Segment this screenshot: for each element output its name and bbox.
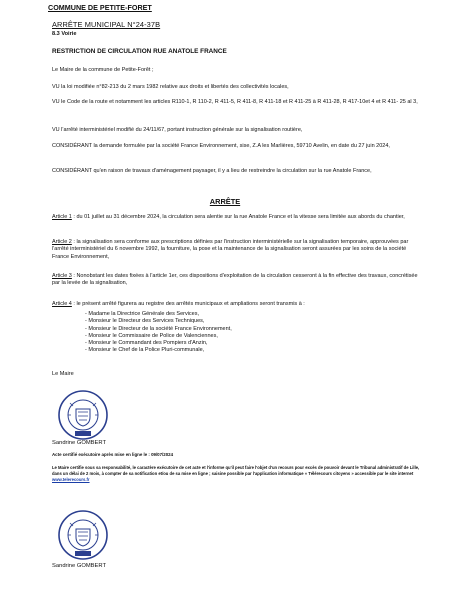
town-seal-stamp bbox=[57, 389, 109, 441]
recipient-list bbox=[85, 311, 232, 355]
list-item: - Monsieur le Directeur de la société France Environnement, bbox=[85, 325, 232, 332]
list-item: - Monsieur le Commissaire de Police de Valenciennes, bbox=[85, 332, 218, 339]
preamble-considerant-1: CONSIDÉRANT la demande formulée par la société France Environnement, sise, Z.A les Marlières, 59710 Avelin, en date du 27 juin 2024, bbox=[52, 143, 390, 149]
article-2-text: : la signalisation sera conforme aux prescriptions définies par l'instruction interministérielle sur la signalisation temporaire, approuvées par l'arrêté interministériel du 6 novembre 1992, la fourniture, la pose et la maintenance de la signalisation seront assurées par les soins de la société France Environnement, bbox=[52, 239, 409, 260]
article-4-label: Article 4 bbox=[52, 301, 72, 307]
preamble-vu-3: VU l'arrêté interministériel modifié du 24/11/67, portant instruction générale sur la signalisation routière, bbox=[52, 127, 303, 133]
town-seal-stamp bbox=[57, 509, 109, 561]
article-3 bbox=[52, 273, 422, 288]
article-4 bbox=[52, 301, 422, 308]
service-label: 8.3 Voirie bbox=[52, 31, 77, 37]
preamble-maire: Le Maire de la commune de Petite-Forêt ; bbox=[52, 67, 154, 73]
preamble-vu-2: VU le Code de la route et notamment les articles R110-1, R 110-2, R 411-5, R 411-8, R 411-18 et R 411-25 à R 411-28, R 417-10et 4 et R 411- 25 al 3, bbox=[52, 99, 418, 105]
preamble-vu-1: VU la loi modifiée n°82-213 du 2 mars 1982 relative aux droits et libertés des collectivités locales, bbox=[52, 84, 289, 90]
list-item: - Monsieur le Commandant des Pompiers d'Anzin, bbox=[85, 340, 208, 347]
preamble-considerant-2: CONSIDÉRANT qu'en raison de travaux d'aménagement paysager, il y a lieu de restreindre la circulation sur la rue Anatole France, bbox=[52, 168, 372, 174]
arrete-number: ARRÊTE MUNICIPAL N°24-37B bbox=[52, 20, 161, 29]
telerecours-link[interactable]: www.telerecours.fr bbox=[52, 477, 90, 482]
signature-role: Le Maire bbox=[52, 371, 74, 377]
article-1-text: : du 01 juillet au 31 décembre 2024, la circulation sera alentie sur la rue Anatole France et la vitesse sera limitée aux abords du chantier, bbox=[71, 214, 405, 220]
commune-header: COMMUNE DE PETITE-FORET bbox=[48, 3, 152, 12]
article-3-label: Article 3 bbox=[52, 273, 72, 279]
legal-mention bbox=[52, 465, 422, 483]
document-title: RESTRICTION DE CIRCULATION RUE ANATOLE FRANCE bbox=[52, 48, 227, 55]
signature-name-1: Sandrine GOMBERT bbox=[52, 440, 107, 446]
article-4-text: : le présent arrêté figurera au registre des arrêtés municipaux et ampliations seront transmis à : bbox=[71, 301, 305, 307]
article-2-label: Article 2 bbox=[52, 239, 72, 245]
arrete-heading: ARRÊTE bbox=[209, 197, 241, 206]
list-item: - Monsieur le Directeur des Services Techniques, bbox=[85, 318, 205, 325]
signature-name-2: Sandrine GOMBERT bbox=[52, 563, 107, 569]
legal-mention-text: Le Maire certifie sous sa responsabilité, le caractère exécutoire de cet acte et l'informe qu'il peut faire l'objet d'un recours pour excès de pouvoir devant le Tribunal administratif de Lille, dans un délai de 2 mois, à compter de sa notification et/ou de sa mise en ligne ; saisine possible par l'application informatique « Télérecours citoyens » accessible par le site internet bbox=[52, 465, 420, 476]
article-1-label: Article 1 bbox=[52, 214, 72, 220]
article-3-text: : Nonobstant les dates fixées à l'article 1er, ces dispositions d'exploitation de la circulation cesseront à la fin effective des travaux, concrétisée par la levée de la signalisation, bbox=[52, 273, 418, 287]
list-item: - Madame la Directrice Générale des Services, bbox=[85, 311, 200, 317]
article-2 bbox=[52, 239, 422, 261]
certification-line: Acte certifié exécutoire après mise en ligne le : 09/07/2024 bbox=[52, 452, 174, 457]
article-1 bbox=[52, 214, 422, 221]
list-item: - Monsieur le Chef de la Police Pluri-communale, bbox=[85, 347, 205, 354]
